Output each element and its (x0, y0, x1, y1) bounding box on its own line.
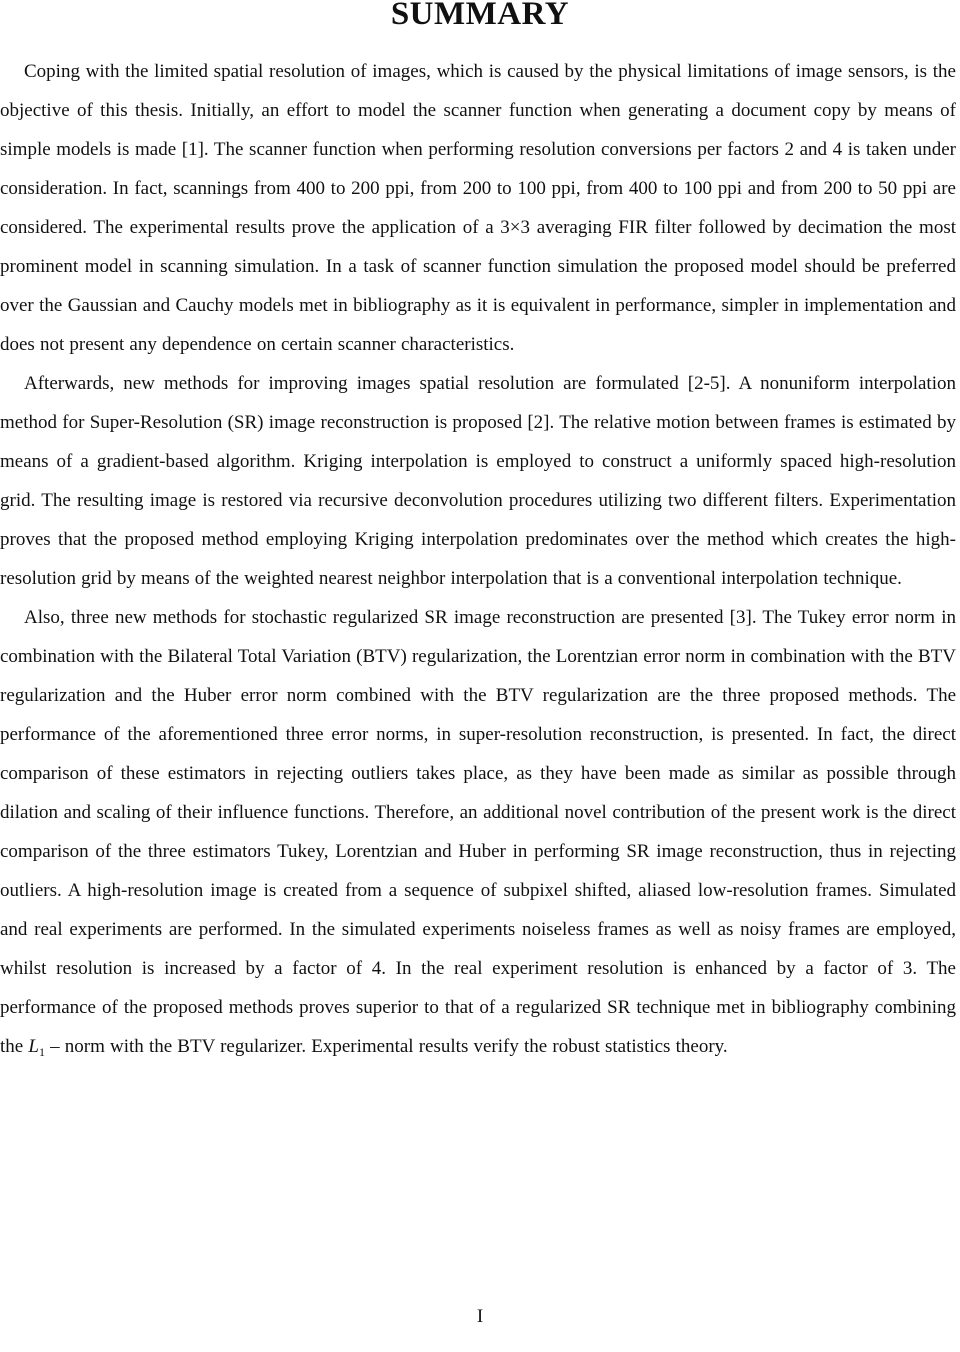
math-l1-norm (28, 1036, 45, 1057)
page-number: I (476, 1306, 484, 1327)
paragraph-nonuniform-interpolation: Afterwards, new methods for improving images spatial resolution are formulated [2-5]. A nonuniform interpolation method for Super-Resolution (SR) image reconstruction is proposed [2]. The relative motion between frames is estimated by means of a gradient-based algorithm. Kriging interpolation is employed to construct a uniformly spaced high-resolution grid. The resulting image is restored via recursive deconvolution procedures utilizing two different filters. Experimentation proves that the proposed method employing Kriging interpolation predominates over the method which creates the high-resolution grid by means of the weighted nearest neighbor interpolation that is a conventional interpolation technique. (0, 373, 956, 589)
summary-body (0, 52, 956, 1072)
paragraph-text-part: Also, three new methods for stochastic regularized SR image reconstruction are presented [3]. The Tukey error norm in combination with the Bilateral Total Variation (BTV) regularization, the Lorentzian error norm in combination with the BTV regularization and the Huber error norm combined with the BTV regularization are the three proposed methods. The performance of the aforementioned three error norms, in super-resolution reconstruction, is presented. In fact, the direct comparison of these estimators in rejecting outliers takes place, as they have been made as similar as possible through dilation and scaling of their influence functions. Therefore, an additional novel contribution of the present work is the direct comparison of the three estimators Tukey, Lorentzian and Huber in performing SR image reconstruction, thus in rejecting outliers. A high-resolution image is created from a sequence of subpixel shifted, aliased low-resolution frames. Simulated and real experiments are performed. In the simulated experiments noiseless frames as well as noisy frames are employed, whilst resolution is increased by a factor of 4. In the real experiment resolution is enhanced by a factor of 3. The performance of the proposed methods proves superior to that of a regularized SR technique met in bibliography combining the (0, 607, 956, 1057)
math-symbol: L (28, 1036, 39, 1057)
paragraph-scanner-model: Coping with the limited spatial resolution of images, which is caused by the physical limitations of image sensors, is the objective of this thesis. Initially, an effort to model the scanner function when generating a document copy by means of simple models is made [1]. The scanner function when performing resolution conversions per factors 2 and 4 is taken under consideration. In fact, scannings from 400 to 200 ppi, from 200 to 100 ppi, from 400 to 100 ppi and from 200 to 50 ppi are considered. The experimental results prove the application of a 3×3 averaging FIR filter followed by decimation the most prominent model in scanning simulation. In a task of scanner function simulation the proposed model should be preferred over the Gaussian and Cauchy models met in bibliography as it is equivalent in performance, simpler in implementation and does not present any dependence on certain scanner characteristics. (0, 61, 956, 355)
paragraph-regularized-sr (0, 598, 956, 1072)
paragraph-text-part: – norm with the BTV regularizer. Experimental results verify the robust statistics theory. (44, 1036, 728, 1057)
page-title: SUMMARY (390, 0, 570, 32)
math-subscript: 1 (38, 1045, 45, 1059)
